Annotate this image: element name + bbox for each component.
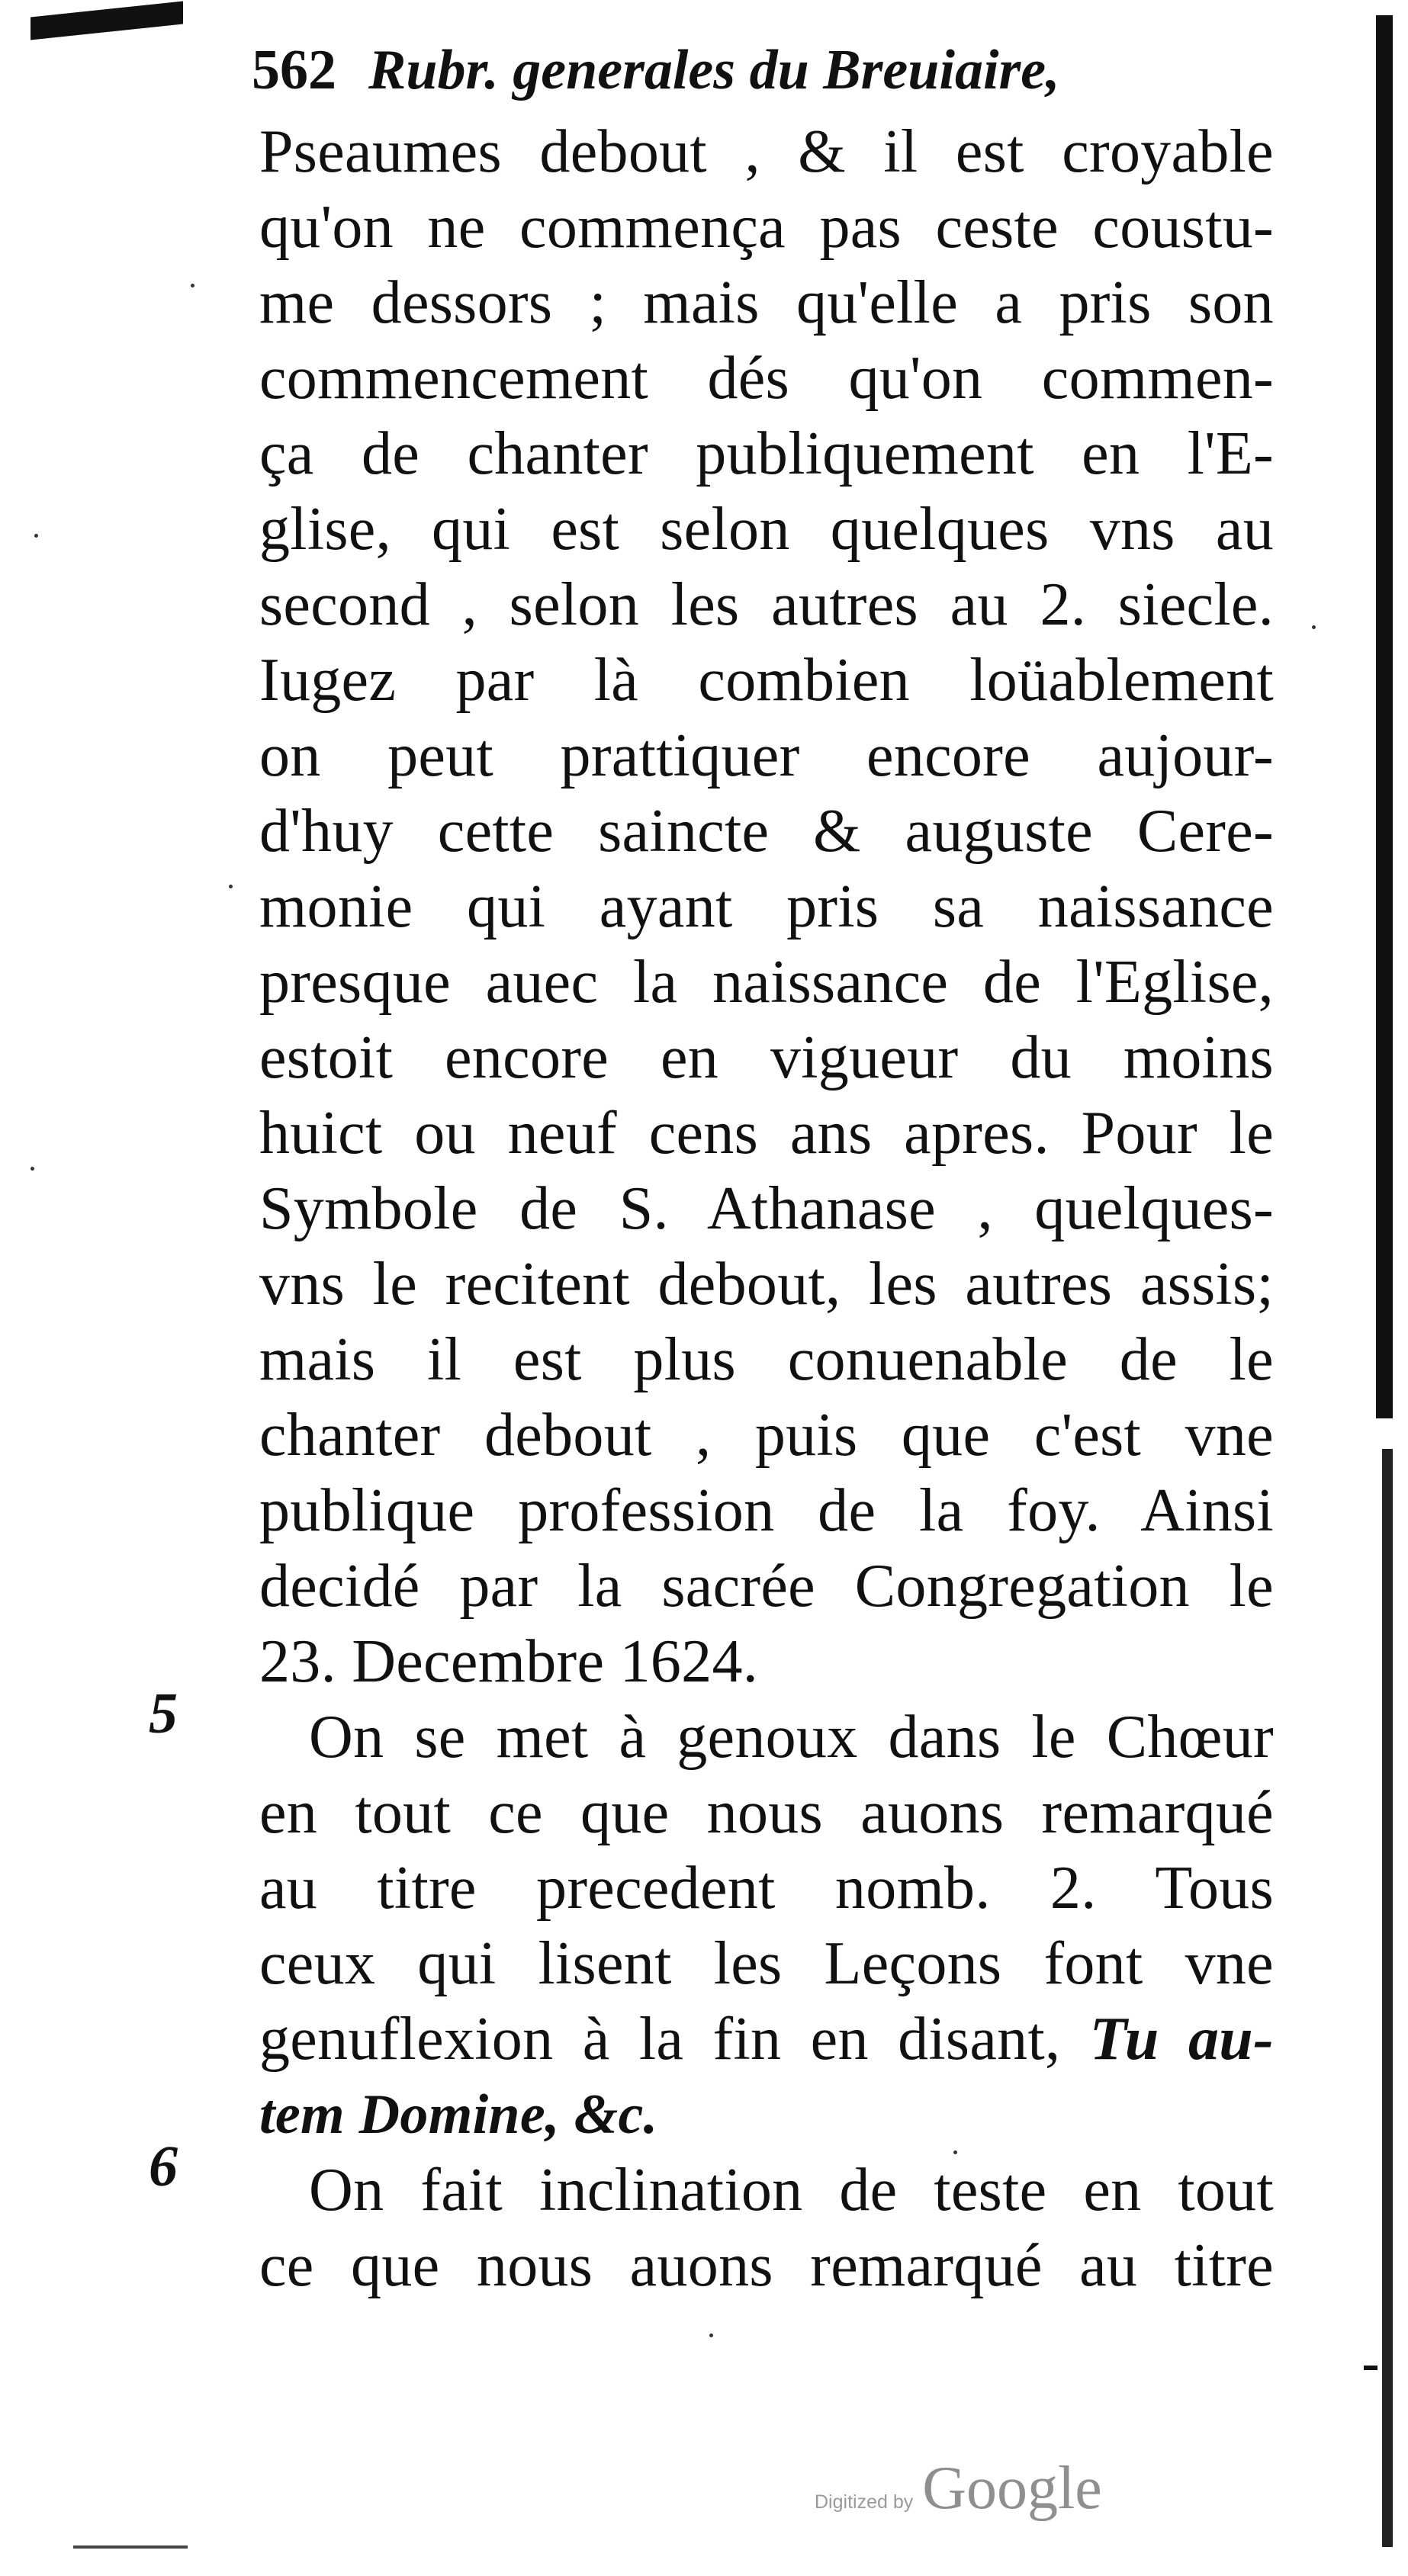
text-line: chanter debout , puis que c'est vne <box>259 1402 1274 1469</box>
text-line: Pseaumes debout , & il est croyable <box>259 118 1274 185</box>
para5-line-with-latin <box>259 2002 1274 2077</box>
scan-speck <box>229 885 233 888</box>
para5-line: ceux qui lisent les Leçons font vne <box>259 1930 1274 1997</box>
para6-line: On fait inclination de teste en tout <box>309 2157 1274 2224</box>
margin-number-5: 5 <box>149 1681 178 1746</box>
text-line: vns le recitent debout, les autres assis; <box>259 1251 1274 1318</box>
para5-line: au titre precedent nomb. 2. Tous <box>259 1855 1274 1922</box>
text-line: commencement dés qu'on commen- <box>259 345 1274 412</box>
latin-phrase: Tu au- <box>1089 2006 1274 2073</box>
scan-edge-mark-top-left <box>31 1 183 40</box>
text-line: decidé par la sacrée Congregation le <box>259 1553 1274 1620</box>
latin-phrase-end: tem Domine, &c. <box>259 2083 658 2146</box>
scan-edge-mark-bottom-right <box>1364 2366 1377 2370</box>
scan-speck <box>709 2333 713 2337</box>
scan-speck <box>31 1167 34 1171</box>
para5-line5-text: genuflexion à la fin en disant, <box>259 2006 1061 2073</box>
scan-speck <box>34 534 38 538</box>
scan-speck <box>191 284 194 287</box>
text-line: estoit encore en vigueur du moins <box>259 1024 1274 1091</box>
text-line: presque auec la naissance de l'Eglise, <box>259 949 1274 1016</box>
digitization-watermark <box>815 2454 1102 2523</box>
text-line: me dessors ; mais qu'elle a pris son <box>259 269 1274 336</box>
running-title: Rubr. generales du Breuiaire, <box>368 39 1060 101</box>
page-number: 562 <box>252 39 336 101</box>
scan-edge-right-lower <box>1382 1449 1393 2547</box>
text-line-last: 23. Decembre 1624. <box>259 1628 759 1695</box>
margin-number-6: 6 <box>149 2134 178 2199</box>
text-line: qu'on ne commença pas ceste coustu- <box>259 194 1274 261</box>
watermark-prefix: Digitized by <box>815 2491 914 2513</box>
text-line: mais il est plus conuenable de le <box>259 1326 1274 1393</box>
body-text <box>259 114 1274 2304</box>
para5-line: On se met à genoux dans le Chœur <box>309 1704 1274 1771</box>
text-line: second , selon les autres au 2. siecle. <box>259 571 1274 638</box>
text-line: huict ou neuf cens ans apres. Pour le <box>259 1100 1274 1167</box>
text-line: ça de chanter publiquement en l'E- <box>259 420 1274 487</box>
text-line: on peut prattiquer encore aujour- <box>259 722 1274 789</box>
text-line: Symbole de S. Athanase , quelques- <box>259 1175 1274 1242</box>
text-line: Iugez par là combien loüablement <box>259 647 1274 714</box>
para6-line: ce que nous auons remarqué au titre <box>259 2232 1274 2299</box>
scan-edge-right <box>1376 15 1393 1418</box>
text-line: monie qui ayant pris sa naissance <box>259 873 1274 940</box>
google-logo: Google <box>922 2455 1102 2522</box>
scan-speck <box>1312 625 1316 629</box>
running-head <box>252 24 1266 116</box>
para5-line: en tout ce que nous auons remarqué <box>259 1779 1274 1846</box>
scan-edge-mark-bottom-left <box>73 2545 188 2549</box>
text-line: publique profession de la foy. Ainsi <box>259 1477 1274 1544</box>
text-line: d'huy cette saincte & auguste Cere- <box>259 798 1274 865</box>
text-line: glise, qui est selon quelques vns au <box>259 496 1274 563</box>
